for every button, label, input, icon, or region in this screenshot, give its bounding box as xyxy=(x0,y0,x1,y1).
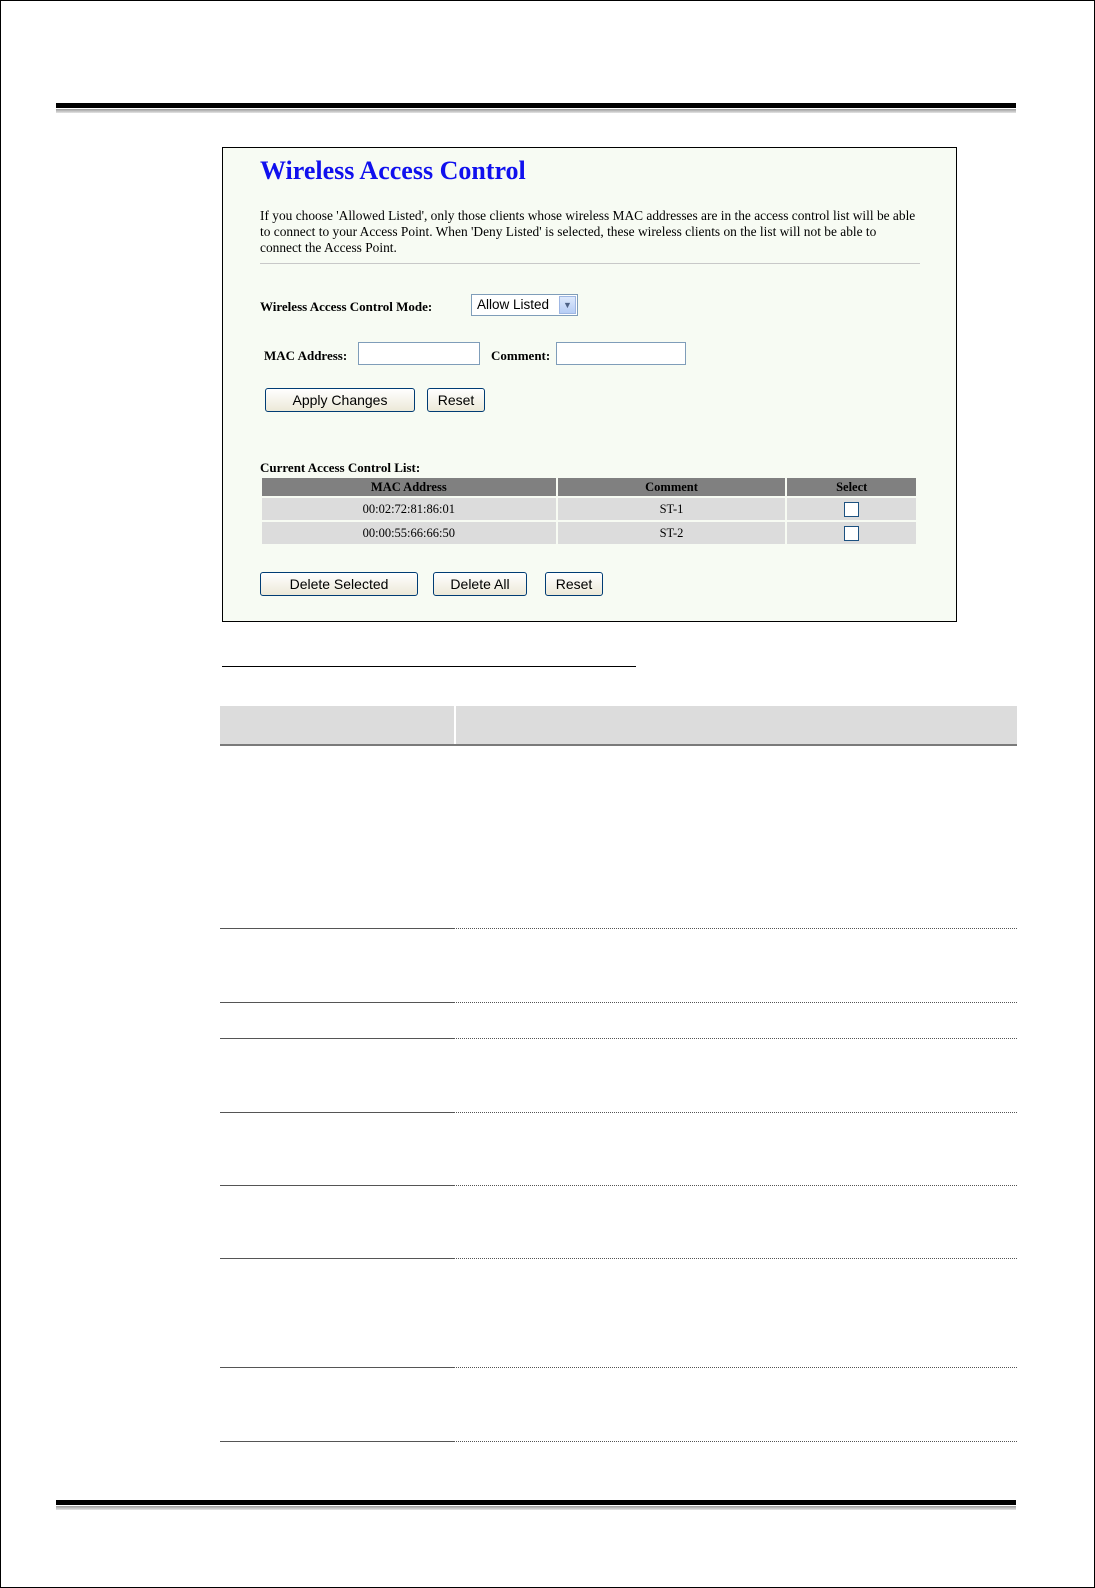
checkbox-icon[interactable] xyxy=(844,526,859,541)
mac-address-label: MAC Address: xyxy=(264,348,348,363)
table-row xyxy=(262,498,916,520)
divider xyxy=(260,263,920,264)
reset-list-button[interactable]: Reset xyxy=(545,572,603,596)
mode-label: Wireless Access Control Mode: xyxy=(260,299,433,314)
checkbox-icon[interactable] xyxy=(844,502,859,517)
chevron-down-icon[interactable]: ▼ xyxy=(559,296,576,314)
description-text: If you choose 'Allowed Listed', only those clients whose wireless MAC addresses are in the access control list will be able to connect to your Access Point. When 'Deny Listed' is selected, these wireless clients on the list will not be able to connect the Access Point. xyxy=(260,208,916,255)
mode-select-value: Allow Listed xyxy=(477,297,550,312)
column-header-mac: MAC Address xyxy=(262,478,556,496)
comment-cell: ST-2 xyxy=(558,522,786,544)
list-caption: Current Access Control List: xyxy=(260,460,421,475)
mac-cell: 00:02:72:81:86:01 xyxy=(262,498,556,520)
mode-select[interactable] xyxy=(471,294,578,316)
wireless-access-control-panel xyxy=(222,147,957,622)
mac-address-input[interactable] xyxy=(358,342,480,365)
table-header-row xyxy=(262,478,916,496)
column-header-select: Select xyxy=(787,478,916,496)
page-title: Wireless Access Control xyxy=(260,156,526,185)
header-divider xyxy=(454,706,456,744)
column-header-comment: Comment xyxy=(558,478,786,496)
delete-selected-button[interactable]: Delete Selected xyxy=(260,572,418,596)
table-row xyxy=(262,522,916,544)
comment-input[interactable] xyxy=(556,342,686,365)
caption-underline xyxy=(222,666,636,667)
header-underline xyxy=(220,744,1017,746)
parameter-table-header xyxy=(220,706,1017,744)
comment-cell: ST-1 xyxy=(558,498,786,520)
apply-changes-button[interactable]: Apply Changes xyxy=(265,388,415,412)
header-rule xyxy=(56,103,1016,108)
select-cell xyxy=(787,498,916,520)
mac-cell: 00:00:55:66:66:50 xyxy=(262,522,556,544)
select-cell xyxy=(787,522,916,544)
comment-label: Comment: xyxy=(491,348,551,363)
footer-rule xyxy=(56,1500,1016,1505)
delete-all-button[interactable]: Delete All xyxy=(433,572,527,596)
access-control-table xyxy=(260,476,918,546)
reset-button[interactable]: Reset xyxy=(427,388,485,412)
